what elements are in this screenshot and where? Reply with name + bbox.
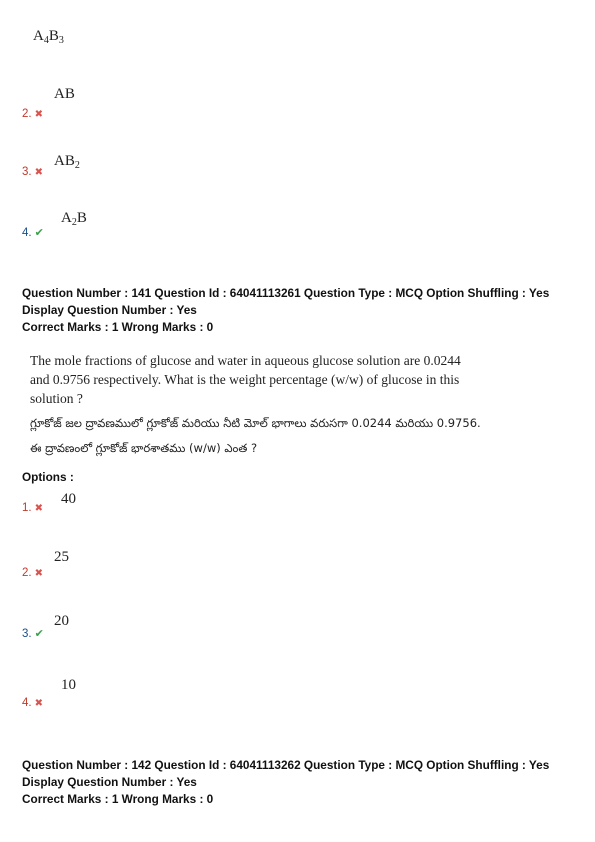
formula-part: AB xyxy=(54,153,75,169)
options-label: Options : xyxy=(22,470,74,484)
option-number: 1. xyxy=(22,502,32,514)
marks-line: Correct Marks : 1 Wrong Marks : 0 xyxy=(22,792,214,806)
prev-option-3-number xyxy=(22,166,43,178)
question-142-header xyxy=(22,757,587,808)
prev-option-3-formula xyxy=(54,153,80,170)
option-number: 4. xyxy=(22,697,32,709)
cross-icon: ✖ xyxy=(34,698,43,709)
prev-option-1-formula xyxy=(33,28,64,45)
option-number: 2. xyxy=(22,567,32,579)
option-number: 3. xyxy=(22,166,32,178)
formula-part: A xyxy=(33,28,44,44)
prev-option-2-formula xyxy=(54,86,75,103)
option-1-number xyxy=(22,502,43,514)
check-icon: ✔ xyxy=(34,628,44,640)
question-meta-line: Question Number : 141 Question Id : 64041113261 Question Type : MCQ Option Shuffling : Yes xyxy=(22,286,550,300)
check-icon: ✔ xyxy=(34,227,44,239)
prev-option-4-formula xyxy=(61,210,87,227)
option-1-value: 40 xyxy=(61,491,76,507)
cross-icon: ✖ xyxy=(34,503,43,514)
question-text-line: solution ? xyxy=(30,391,83,406)
option-number: 4. xyxy=(22,227,32,239)
question-141-header xyxy=(22,285,587,336)
formula-part: A xyxy=(61,210,72,226)
question-141-text-telugu-1: గ్లూకోజ్ జల ద్రావణములో గ్లూకోజ్ మరియు నీటి మోల్ భాగాలు వరుసగా 0.0244 మరియు 0.9756. xyxy=(30,416,481,430)
prev-option-4-number xyxy=(22,226,44,239)
question-text-line: and 0.9756 respectively. What is the weight percentage (w/w) of glucose in this xyxy=(30,372,460,387)
option-4-number xyxy=(22,697,43,709)
formula-subscript: 4 xyxy=(43,35,49,46)
option-2-value: 25 xyxy=(54,549,69,565)
cross-icon: ✖ xyxy=(34,568,43,579)
option-3-number xyxy=(22,627,44,640)
question-meta-line: Question Number : 142 Question Id : 64041113262 Question Type : MCQ Option Shuffling : Yes xyxy=(22,758,550,772)
display-number-line: Display Question Number : Yes xyxy=(22,303,197,317)
formula-subscript: 2 xyxy=(71,217,77,228)
question-text-line: The mole fractions of glucose and water in aqueous glucose solution are 0.0244 xyxy=(30,353,461,368)
formula-part: AB xyxy=(54,86,75,102)
marks-line: Correct Marks : 1 Wrong Marks : 0 xyxy=(22,320,214,334)
option-number: 2. xyxy=(22,108,32,120)
formula-part: B xyxy=(76,210,87,226)
formula-subscript: 2 xyxy=(74,160,80,171)
display-number-line: Display Question Number : Yes xyxy=(22,775,197,789)
formula-part: B xyxy=(48,28,59,44)
option-2-number xyxy=(22,567,43,579)
question-141-text-telugu-2: ఈ ద్రావణంలో గ్లూకోజ్ భారశాతము (w/w) ఎంత ? xyxy=(30,441,258,455)
prev-option-2-number xyxy=(22,108,43,120)
option-number: 3. xyxy=(22,628,32,640)
option-3-value: 20 xyxy=(54,613,69,629)
formula-subscript: 3 xyxy=(58,35,64,46)
cross-icon: ✖ xyxy=(34,167,43,178)
question-141-text-english xyxy=(30,351,585,408)
cross-icon: ✖ xyxy=(34,109,43,120)
option-4-value: 10 xyxy=(61,677,76,693)
